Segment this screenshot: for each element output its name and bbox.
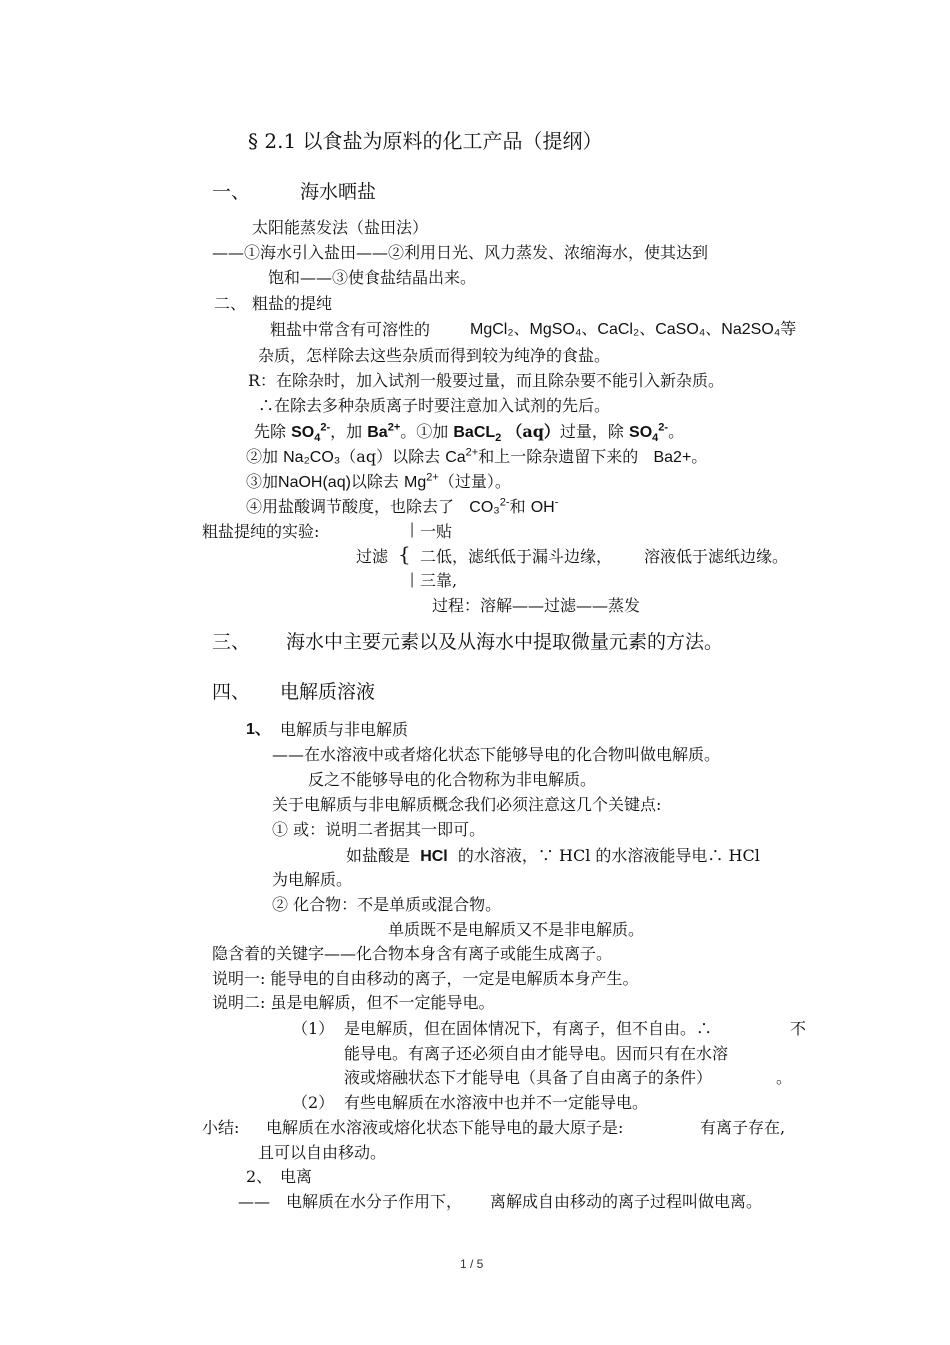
point-1-text: 是电解质，但在固体情况下，有离子，但不自由。∴	[344, 1019, 713, 1038]
s4-1-line-8: 单质既不是电解质又不是非电解质。	[388, 920, 645, 939]
subsection-1-heading: 电解质与非电解质	[280, 720, 409, 739]
point-1-line-3-tail: 。	[776, 1068, 793, 1087]
s4-1-line-1: ——在水溶液中或者熔化状态下能够导电的化合物叫做电解质。	[272, 745, 721, 764]
page-number: 1 / 5	[460, 1257, 484, 1271]
section-2-heading: 粗盐的提纯	[252, 294, 333, 313]
ca-ion: $Ca^{2+}$	[445, 446, 479, 466]
s4-1-line-6: 为电解质。	[272, 870, 353, 889]
brace-middle: {	[398, 542, 411, 566]
naoh-formula: NaOH(aq)	[278, 474, 351, 491]
section-2-number: 二、	[214, 294, 247, 313]
filter-item-1: 一贴	[420, 522, 453, 541]
s4-2-dash: ——	[238, 1192, 270, 1211]
section-4-number: 四、	[212, 681, 251, 703]
point-2-number: （2）	[292, 1093, 335, 1112]
mg-ion: $Mg^{2+}$	[404, 471, 439, 491]
experiment-label: 粗盐提纯的实验:	[202, 522, 320, 541]
oh-ion: OH-	[530, 496, 559, 516]
s2-line-4: ∴在除去多种杂质离子时要注意加入试剂的先后。	[258, 396, 611, 415]
s4-1-line-3: 关于电解质与非电解质概念我们必须注意这几个关键点:	[272, 795, 662, 814]
s4-1-line-10: 说明一: 能导电的自由移动的离子，一定是电解质本身产生。	[212, 969, 639, 988]
summary-text: 电解质在水溶液或熔化状态下能导电的最大原子是:	[266, 1118, 624, 1137]
section-3-number: 三、	[212, 631, 251, 653]
summary-label: 小结:	[202, 1118, 240, 1137]
s2-line-1b-formulas: MgCl₂、MgSO₄、CaCl₂、CaSO₄、Na2SO₄等	[470, 321, 797, 338]
summary-line-2: 且可以自由移动。	[258, 1143, 387, 1162]
s1-line-2: ——①海水引入盐田——②利用日光、风力蒸发、浓缩海水，使其达到	[212, 243, 709, 262]
co3-ion: CO₃$^{2-}$	[469, 496, 510, 516]
page-title: § 2.1 以食盐为原料的化工产品（提纲）	[248, 129, 603, 153]
s2-line-7: ③加NaOH(aq)以除去 $Mg^{2+}$（过量）。	[246, 471, 511, 491]
brace-bar-bottom: |	[410, 571, 415, 588]
s4-1-line-2: 反之不能够导电的化合物称为非电解质。	[308, 770, 597, 789]
s2-line-2: 杂质，怎样除去这些杂质而得到较为纯净的食盐。	[258, 346, 611, 365]
s2-line-1a: 粗盐中常含有可溶性的	[270, 320, 431, 339]
s4-1-line-9: 隐含着的关键字——化合物本身含有离子或能生成离子。	[212, 944, 613, 963]
filter-item-2b: 溶液低于滤纸边缘。	[644, 547, 789, 566]
point-1-tail: 不	[790, 1019, 807, 1038]
ba2-ion: Ba2+。	[653, 449, 708, 466]
filter-item-3: 三靠,	[420, 571, 458, 590]
section-1-number: 一、	[212, 181, 251, 203]
subsection-2-heading: 电离	[280, 1167, 313, 1186]
subsection-1-number: 1、	[246, 721, 271, 738]
bacl2-formula: BaCL$_2$	[453, 424, 502, 445]
so4-formula: $SO_4^{2-}$	[291, 421, 331, 445]
point-1-number: （1）	[292, 1019, 335, 1038]
summary-tail: 有离子存在,	[700, 1118, 786, 1137]
na2co3-formula: Na₂CO₃	[283, 449, 341, 466]
brace-bar-top: |	[410, 521, 415, 538]
point-2-text: 有些电解质在水溶液中也并不一定能导电。	[344, 1093, 649, 1112]
s4-1-line-7: ② 化合物：不是单质或混合物。	[272, 895, 502, 914]
s4-2-text: 电解质在水分子作用下，	[286, 1192, 463, 1211]
point-1-line-3: 液或熔融状态下才能导电（具备了自由离子的条件）	[344, 1068, 713, 1087]
s4-1-line-5: 如盐酸是 HCl 的水溶液，∵ HCl 的水溶液能导电∴ HCl	[346, 846, 760, 865]
so4-formula-2: $SO_4^{2-}$	[629, 421, 669, 445]
section-4-heading: 电解质溶液	[280, 681, 376, 703]
point-1-line-2: 能导电。有离子还必须自由才能导电。因而只有在水溶	[344, 1044, 729, 1063]
process-line: 过程：溶解——过滤——蒸发	[432, 596, 641, 615]
section-1-heading: 海水晒盐	[300, 181, 377, 203]
s1-line-1: 太阳能蒸发法（盐田法）	[252, 218, 429, 237]
s2-line-5: 先除 $SO_4^{2-}$，加 $Ba^{2+}$。①加 BaCL$_2$ （aq）过量，除 $SO_4^{2-}$。	[254, 421, 685, 445]
s1-line-3: 饱和——③使食盐结晶出来。	[268, 268, 477, 287]
hcl-formula: HCl	[420, 848, 448, 865]
filter-label: 过滤	[356, 547, 389, 566]
s4-1-line-11: 说明二: 虽是电解质，但不一定能导电。	[212, 993, 495, 1012]
subsection-2-number: 2、	[246, 1167, 273, 1186]
s4-2-tail: 离解成自由移动的离子过程叫做电离。	[490, 1192, 763, 1211]
s2-line-6: ②加 Na₂CO₃（aq）以除去 $Ca^{2+}$和上一除杂遗留下来的 Ba2+。	[246, 446, 708, 466]
s4-1-line-4: ① 或：说明二者据其一即可。	[272, 820, 486, 839]
s2-line-8: ④用盐酸调节酸度，也除去了 CO₃$^{2-}$和 OH-	[246, 496, 559, 516]
s2-line-3: R：在除杂时，加入试剂一般要过量，而且除杂要不能引入新杂质。	[248, 371, 725, 390]
filter-item-2: 二低，滤纸低于漏斗边缘，	[420, 547, 613, 566]
ba-ion: $Ba^{2+}$	[367, 421, 401, 441]
section-3-heading: 海水中主要元素以及从海水中提取微量元素的方法。	[286, 631, 724, 653]
